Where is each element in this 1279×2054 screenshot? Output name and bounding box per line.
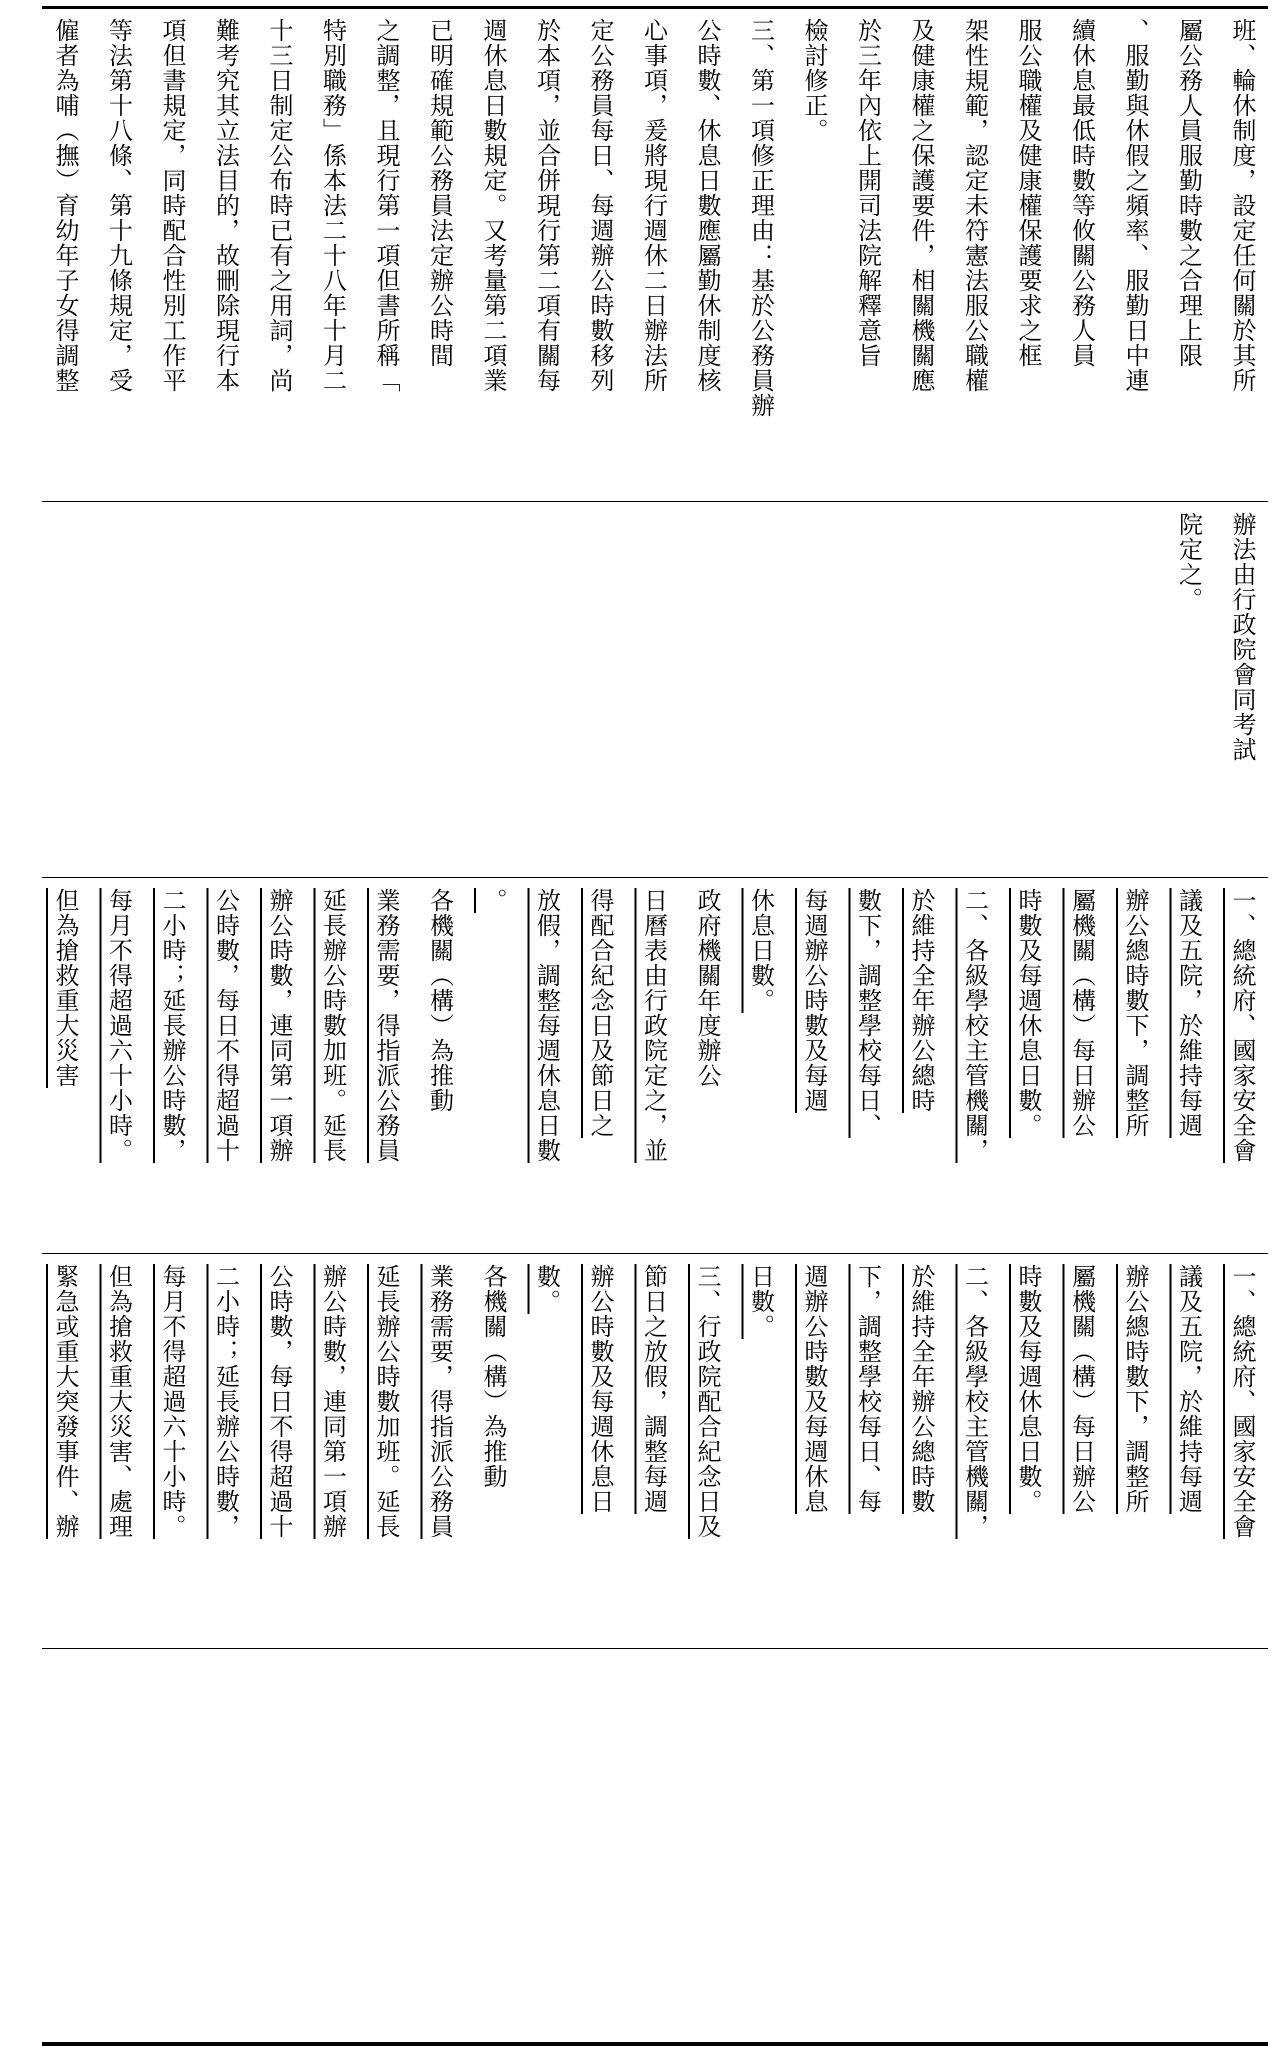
- text-line: 辦公總時數下，調整所: [1121, 1264, 1149, 1514]
- text-line: 各機關（構）為推動: [425, 888, 454, 1113]
- text-line: 難考究其立法目的，故刪除現行本: [211, 18, 240, 393]
- text-line: 節日之放假，調整每週: [639, 1264, 668, 1514]
- text-line: 數。: [532, 1264, 561, 1314]
- text-line: 心事項，爰將現行週休二日辦法所: [639, 18, 668, 393]
- text-line: 辦公總時數下，調整所: [1121, 888, 1149, 1138]
- text-line: 院定之。: [1174, 512, 1203, 612]
- text-line: 每週辦公時數及每週: [800, 888, 828, 1113]
- text-line: 一、總統府、國家安全會: [1228, 1264, 1256, 1539]
- text-line: 架性規範，認定未符憲法服公職權: [960, 18, 989, 393]
- text-line: 各機關（構）為推動: [479, 1264, 507, 1489]
- text-line: 日曆表由行政院定之，並: [639, 888, 668, 1163]
- text-line: 公時數，每日不得超過十: [211, 888, 240, 1163]
- text-line: 時數及每週休息日數。: [1014, 1264, 1042, 1514]
- current-article-tail: [42, 512, 1268, 868]
- table-bottom-rule: [42, 1648, 1268, 1649]
- text-line: 於本項，並合併現行第二項有關每: [532, 18, 561, 393]
- text-line: 班、輪休制度，設定任何關於其所: [1228, 18, 1256, 393]
- reasons-column: [42, 18, 1268, 490]
- text-line: 於三年內依上開司法院解釋意旨: [853, 18, 882, 368]
- text-line: 、服勤與休假之頻率、服勤日中連: [1121, 18, 1149, 393]
- text-line: 但為搶救重大災害: [51, 888, 79, 1088]
- text-line: 二小時；延長辦公時數，: [158, 888, 186, 1163]
- text-line: 檢討修正。: [800, 18, 828, 143]
- text-line: 屬公務人員服勤時數之合理上限: [1174, 18, 1203, 368]
- text-line: 緊急或重大突發事件、辦: [51, 1264, 79, 1539]
- text-line: 於維持全年辦公總時: [907, 888, 935, 1113]
- text-line: 辦公時數及每週休息日: [586, 1264, 614, 1514]
- amended-article-column: [42, 1264, 1268, 1640]
- text-line: 日數。: [746, 1264, 775, 1339]
- top-rule: [42, 6, 1268, 9]
- text-line: 屬機關（構）每日辦公: [1067, 1264, 1096, 1514]
- text-line: 時數及每週休息日數。: [1014, 888, 1042, 1138]
- text-line: 及健康權之保護要件，相關機關應: [907, 18, 935, 393]
- section-divider: [42, 501, 1268, 502]
- text-line: 數下，調整學校每日、: [853, 888, 882, 1138]
- text-line: 週辦公時數及每週休息: [800, 1264, 828, 1514]
- text-line: 辦公時數，連同第一項辦: [318, 1264, 347, 1539]
- text-line: 延長辦公時數加班。延長: [372, 1264, 400, 1539]
- text-line: 屬機關（構）每日辦公: [1067, 888, 1096, 1138]
- text-line: 放假，調整每週休息日數: [532, 888, 561, 1163]
- current-article-column: [42, 888, 1268, 1244]
- section-divider: [42, 877, 1268, 878]
- text-line: 得配合紀念日及節日之: [586, 888, 614, 1138]
- text-line: 辦法由行政院會同考試: [1228, 512, 1256, 762]
- text-line: 業務需要，得指派公務員: [372, 888, 400, 1163]
- text-line: 辦公時數，連同第一項辦: [265, 888, 293, 1163]
- text-line: 二、各級學校主管機關，: [960, 888, 989, 1163]
- text-line: 之調整，且現行第一項但書所稱「: [372, 18, 400, 393]
- text-line: 二小時；延長辦公時數，: [211, 1264, 240, 1539]
- text-line: 議及五院，於維持每週: [1174, 888, 1203, 1138]
- text-line: 公時數、休息日數應屬勤休制度核: [693, 18, 721, 393]
- text-line: 三、第一項修正理由：基於公務員辦: [746, 18, 775, 418]
- text-line: 下，調整學校每日、每: [853, 1264, 882, 1514]
- text-line: 週休息日數規定。又考量第二項業: [479, 18, 507, 393]
- text-line: 每月不得超過六十小時。: [158, 1264, 186, 1539]
- text-line: 公時數，每日不得超過十: [265, 1264, 293, 1539]
- text-line: 僱者為哺（撫）育幼年子女得調整: [51, 18, 79, 393]
- text-line: 業務需要，得指派公務員: [425, 1264, 454, 1539]
- section-divider: [42, 1253, 1268, 1254]
- text-line: 每月不得超過六十小時。: [104, 888, 133, 1163]
- text-line: 等法第十八條、第十九條規定，受: [104, 18, 133, 393]
- text-line: 休息日數。: [746, 888, 775, 1013]
- text-line: 續休息最低時數等攸關公務人員: [1067, 18, 1096, 368]
- text-line: 但為搶救重大災害、處理: [104, 1264, 133, 1539]
- text-line: 特別職務」係本法二十八年十月二: [318, 18, 347, 393]
- text-line: 項但書規定，同時配合性別工作平: [158, 18, 186, 393]
- text-line: 已明確規範公務員法定辦公時間: [425, 18, 454, 368]
- text-line: 服公職權及健康權保護要求之框: [1014, 18, 1042, 368]
- text-line: 定公務員每日、每週辦公時數移列: [586, 18, 614, 393]
- text-line: 議及五院，於維持每週: [1174, 1264, 1203, 1514]
- text-line: 十三日制定公布時已有之用詞，尚: [265, 18, 293, 393]
- text-line: 於維持全年辦公總時數: [907, 1264, 935, 1514]
- page-bottom-rule: [42, 2042, 1268, 2046]
- text-line: 二、各級學校主管機關，: [960, 1264, 989, 1539]
- text-line: 。: [479, 888, 507, 913]
- text-line: 延長辦公時數加班。延長: [318, 888, 347, 1163]
- text-line: 三、行政院配合紀念日及: [693, 1264, 721, 1539]
- text-line: 一、總統府、國家安全會: [1228, 888, 1256, 1163]
- text-line: 政府機關年度辦公: [693, 888, 721, 1088]
